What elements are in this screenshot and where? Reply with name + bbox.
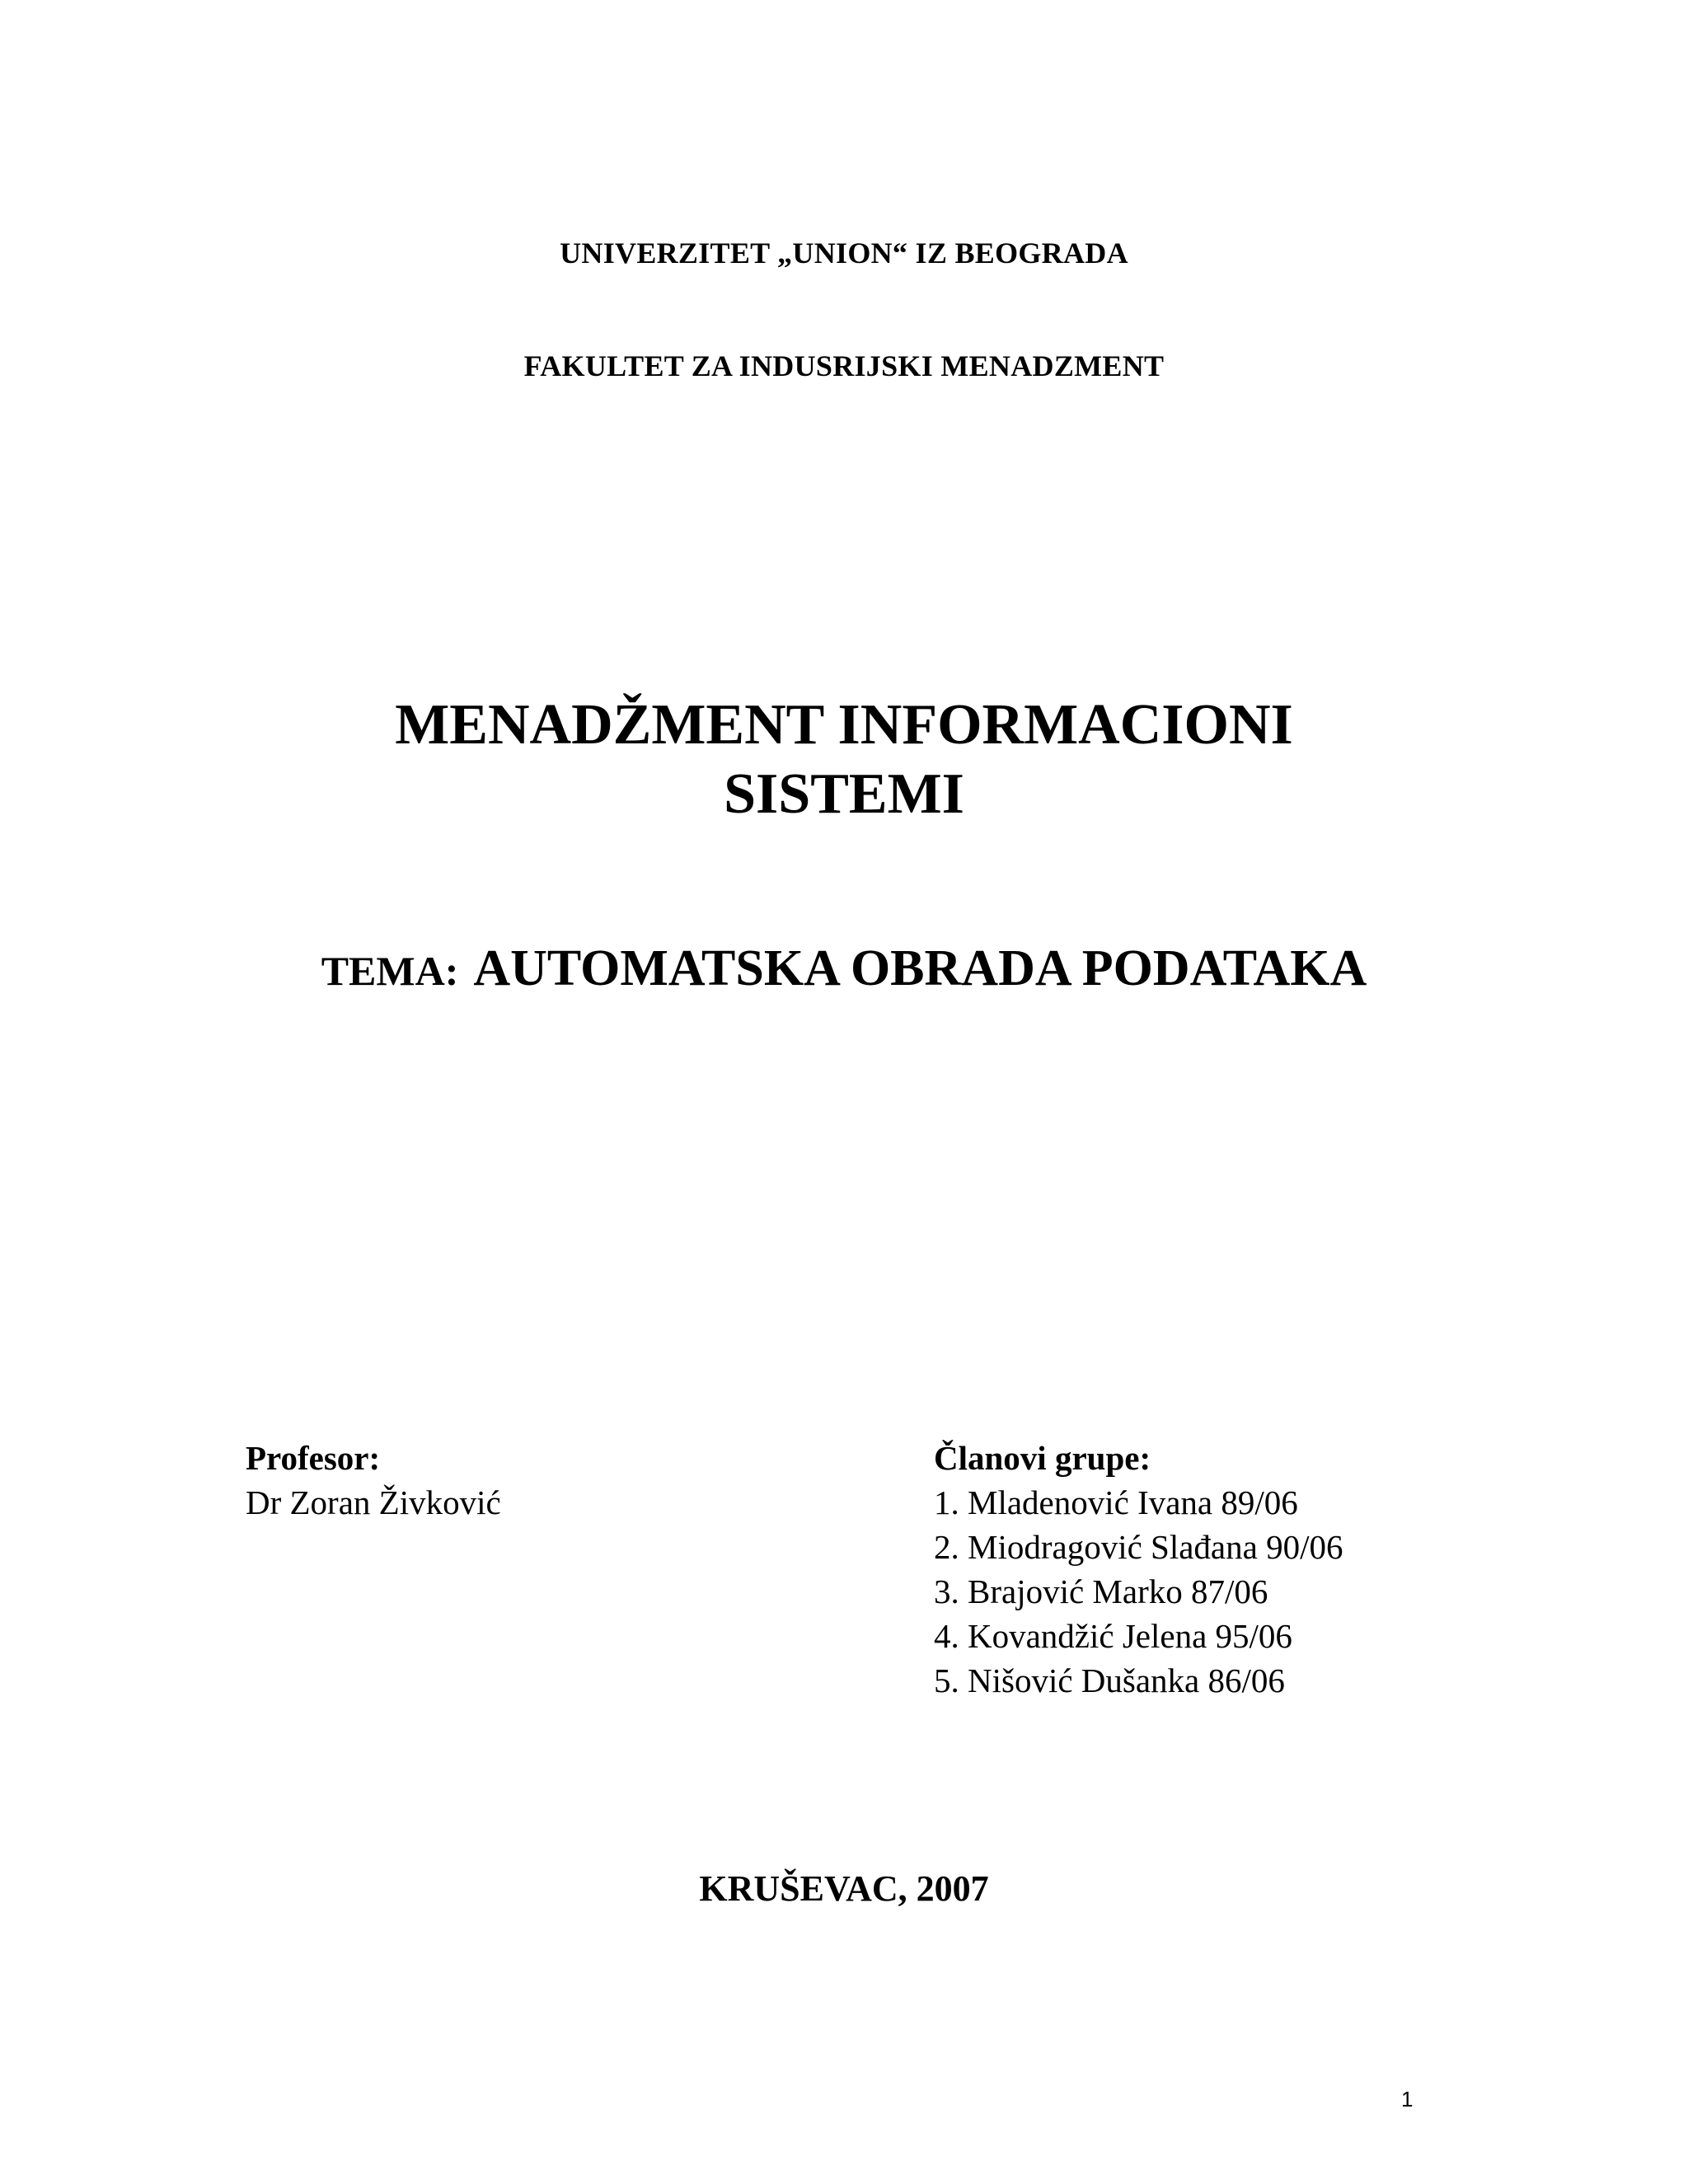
topic-label: TEMA:	[321, 948, 459, 994]
list-item: 4. Kovandžić Jelena 95/06	[934, 1617, 1292, 1655]
document-title	[0, 691, 1688, 829]
document-title-line-2: SISTEMI	[724, 762, 964, 826]
list-item: 3. Brajović Marko 87/06	[934, 1572, 1268, 1610]
page-number: 1	[1401, 2087, 1414, 2111]
document-title-line-1: MENADŽMENT INFORMACIONI	[395, 693, 1293, 757]
professor-block	[246, 1436, 501, 1525]
faculty-name: FAKULTET ZA INDUSRIJSKI MENADZMENT	[523, 349, 1165, 382]
university-name: UNIVERZITET „UNION“ IZ BEOGRADA	[560, 237, 1128, 269]
topic-value: AUTOMATSKA OBRADA PODATAKA	[473, 940, 1367, 996]
professor-name: Dr Zoran Živković	[246, 1483, 501, 1521]
list-item: 5. Nišović Dušanka 86/06	[934, 1661, 1285, 1699]
list-item: 2. Miodragović Slađana 90/06	[934, 1528, 1343, 1566]
group-members-block	[934, 1436, 1343, 1703]
group-members-list	[934, 1480, 1343, 1703]
topic	[0, 940, 1688, 998]
group-members-heading: Članovi grupe:	[934, 1439, 1151, 1477]
list-item: 1. Mladenović Ivana 89/06	[934, 1483, 1298, 1521]
professor-heading: Profesor:	[246, 1439, 381, 1477]
city-year: KRUŠEVAC, 2007	[699, 1868, 989, 1909]
